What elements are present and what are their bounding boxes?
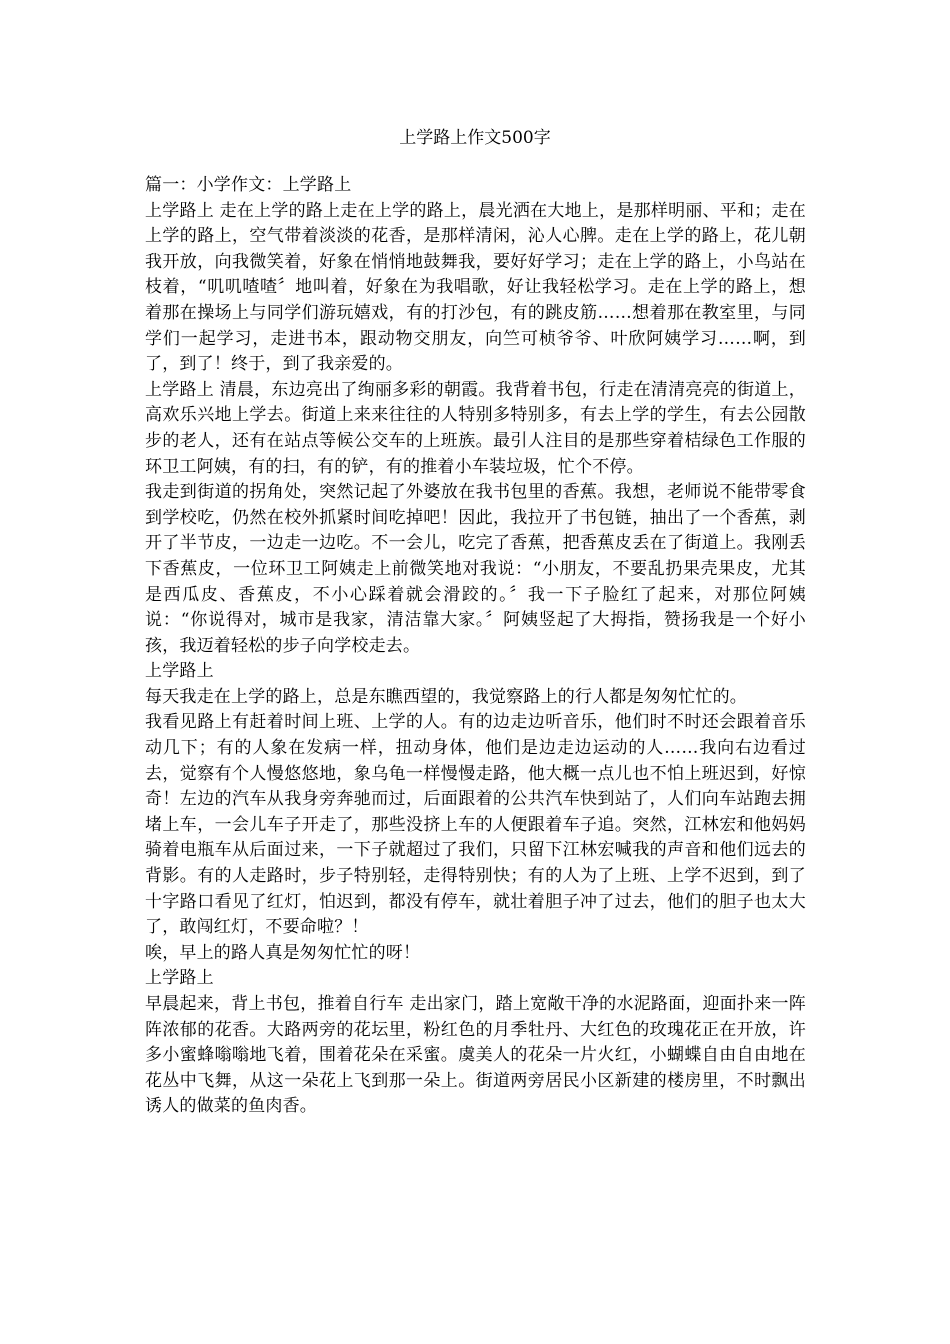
paragraph: 我走到街道的拐角处，突然记起了外婆放在我书包里的香蕉。我想，老师说不能带零食到学校吃，仍然在校外抓紧时间吃掉吧！因此，我拉开了书包链，抽出了一个香蕉，剥开了半节皮，一边走一边吃。不一会儿，吃完了香蕉，把香蕉皮丢在了街道上。我刚丢下香蕉皮，一位环卫工阿姨走上前微笑地对我说：“小朋友，不要乱扔果壳果皮，尤其是西瓜皮、香蕉皮，不小心踩着就会滑跤的。〞我一下子脸红了起来，对那位阿姨说：“你说得对，城市是我家，清洁靠大家。〞阿姨竖起了大拇指，赞扬我是一个好小孩，我迈着轻松的步子向学校走去。 — [145, 482, 806, 656]
document-title: 上学路上作文500字 — [399, 128, 551, 148]
section-heading: 上学路上 — [145, 968, 214, 989]
section-heading: 篇一：小学作文：上学路上 — [145, 175, 352, 195]
paragraph: 上学路上 清晨，东边亮出了绚丽多彩的朝霞。我背着书包，行走在清清亮亮的街道上，高欢乐兴地上学去。街道上来来往往的人特别多特别多，有去上学的学生，有去公园散步的老人，还有在站点等候公交车的上班族。最引人注目的是那些穿着桔绿色工作服的环卫工阿姨，有的扫，有的铲，有的推着小车装垃圾，忙个不停。 — [145, 379, 806, 477]
paragraph: 我看见路上有赶着时间上班、上学的人。有的边走边听音乐，他们时不时还会跟着音乐动几下；有的人象在发病一样，扭动身体，他们是边走边运动的人……我向右边看过去，觉察有个人慢悠悠地，象乌龟一样慢慢走路，他大概一点儿也不怕上班迟到，好惊奇！左边的汽车从我身旁奔驰而过，后面跟着的公共汽车快到站了，人们向车站跑去拥堵上车，一会儿车子开走了，那些没挤上车的人便跟着车子追。突然，江林宏和他妈妈骑着电瓶车从后面过来，一下子就超过了我们，只留下江林宏喊我的声音和他们远去的背影。有的人走路时，步子特别轻，走得特别快；有的人为了上班、上学不迟到，到了十字路口看见了红灯，怕迟到，都没有停车，就壮着胆子冲了过去，他们的胆子也太大了，敢闯红灯，不要命啦？！ — [145, 712, 806, 938]
paragraph: 早晨起来，背上书包，推着自行车 走出家门，踏上宽敞干净的水泥路面，迎面扑来一阵阵浓郁的花香。大路两旁的花坛里，粉红色的月季牡丹、大红色的玫瑰花正在开放，许多小蜜蜂嗡嗡地飞着，围着花朵在采蜜。虞美人的花朵一片火红，小蝴蝶自由自由地在花丛中飞舞，从这一朵花上飞到那一朵上。街道两旁居民小区新建的楼房里，不时飘出诱人的做菜的鱼肉香。 — [145, 994, 806, 1117]
paragraph: 唉，早上的路人真是匆匆忙忙的呀！ — [145, 942, 421, 963]
document-body — [145, 173, 806, 1120]
section-heading: 上学路上 — [145, 661, 214, 682]
paragraph: 每天我走在上学的路上，总是东瞧西望的，我觉察路上的行人都是匆匆忙忙的。 — [145, 686, 747, 707]
paragraph: 上学路上 走在上学的路上走在上学的路上，晨光洒在大地上，是那样明丽、平和；走在上学的路上，空气带着淡淡的花香，是那样清闲，沁人心脾。走在上学的路上，花儿朝我开放，向我微笑着，好象在悄悄地鼓舞我，要好好学习；走在上学的路上，小鸟站在枝着，“叽叽喳喳〞地叫着，好象在为我唱歌，好让我轻松学习。走在上学的路上，想着那在操场上与同学们游玩嬉戏，有的打沙包，有的跳皮筋……想着那在教室里，与同学们一起学习，走进书本，跟动物交朋友，向竺可桢爷爷、叶欣阿姨学习……啊，到了，到了！终于，到了我亲爱的。 — [145, 200, 806, 375]
